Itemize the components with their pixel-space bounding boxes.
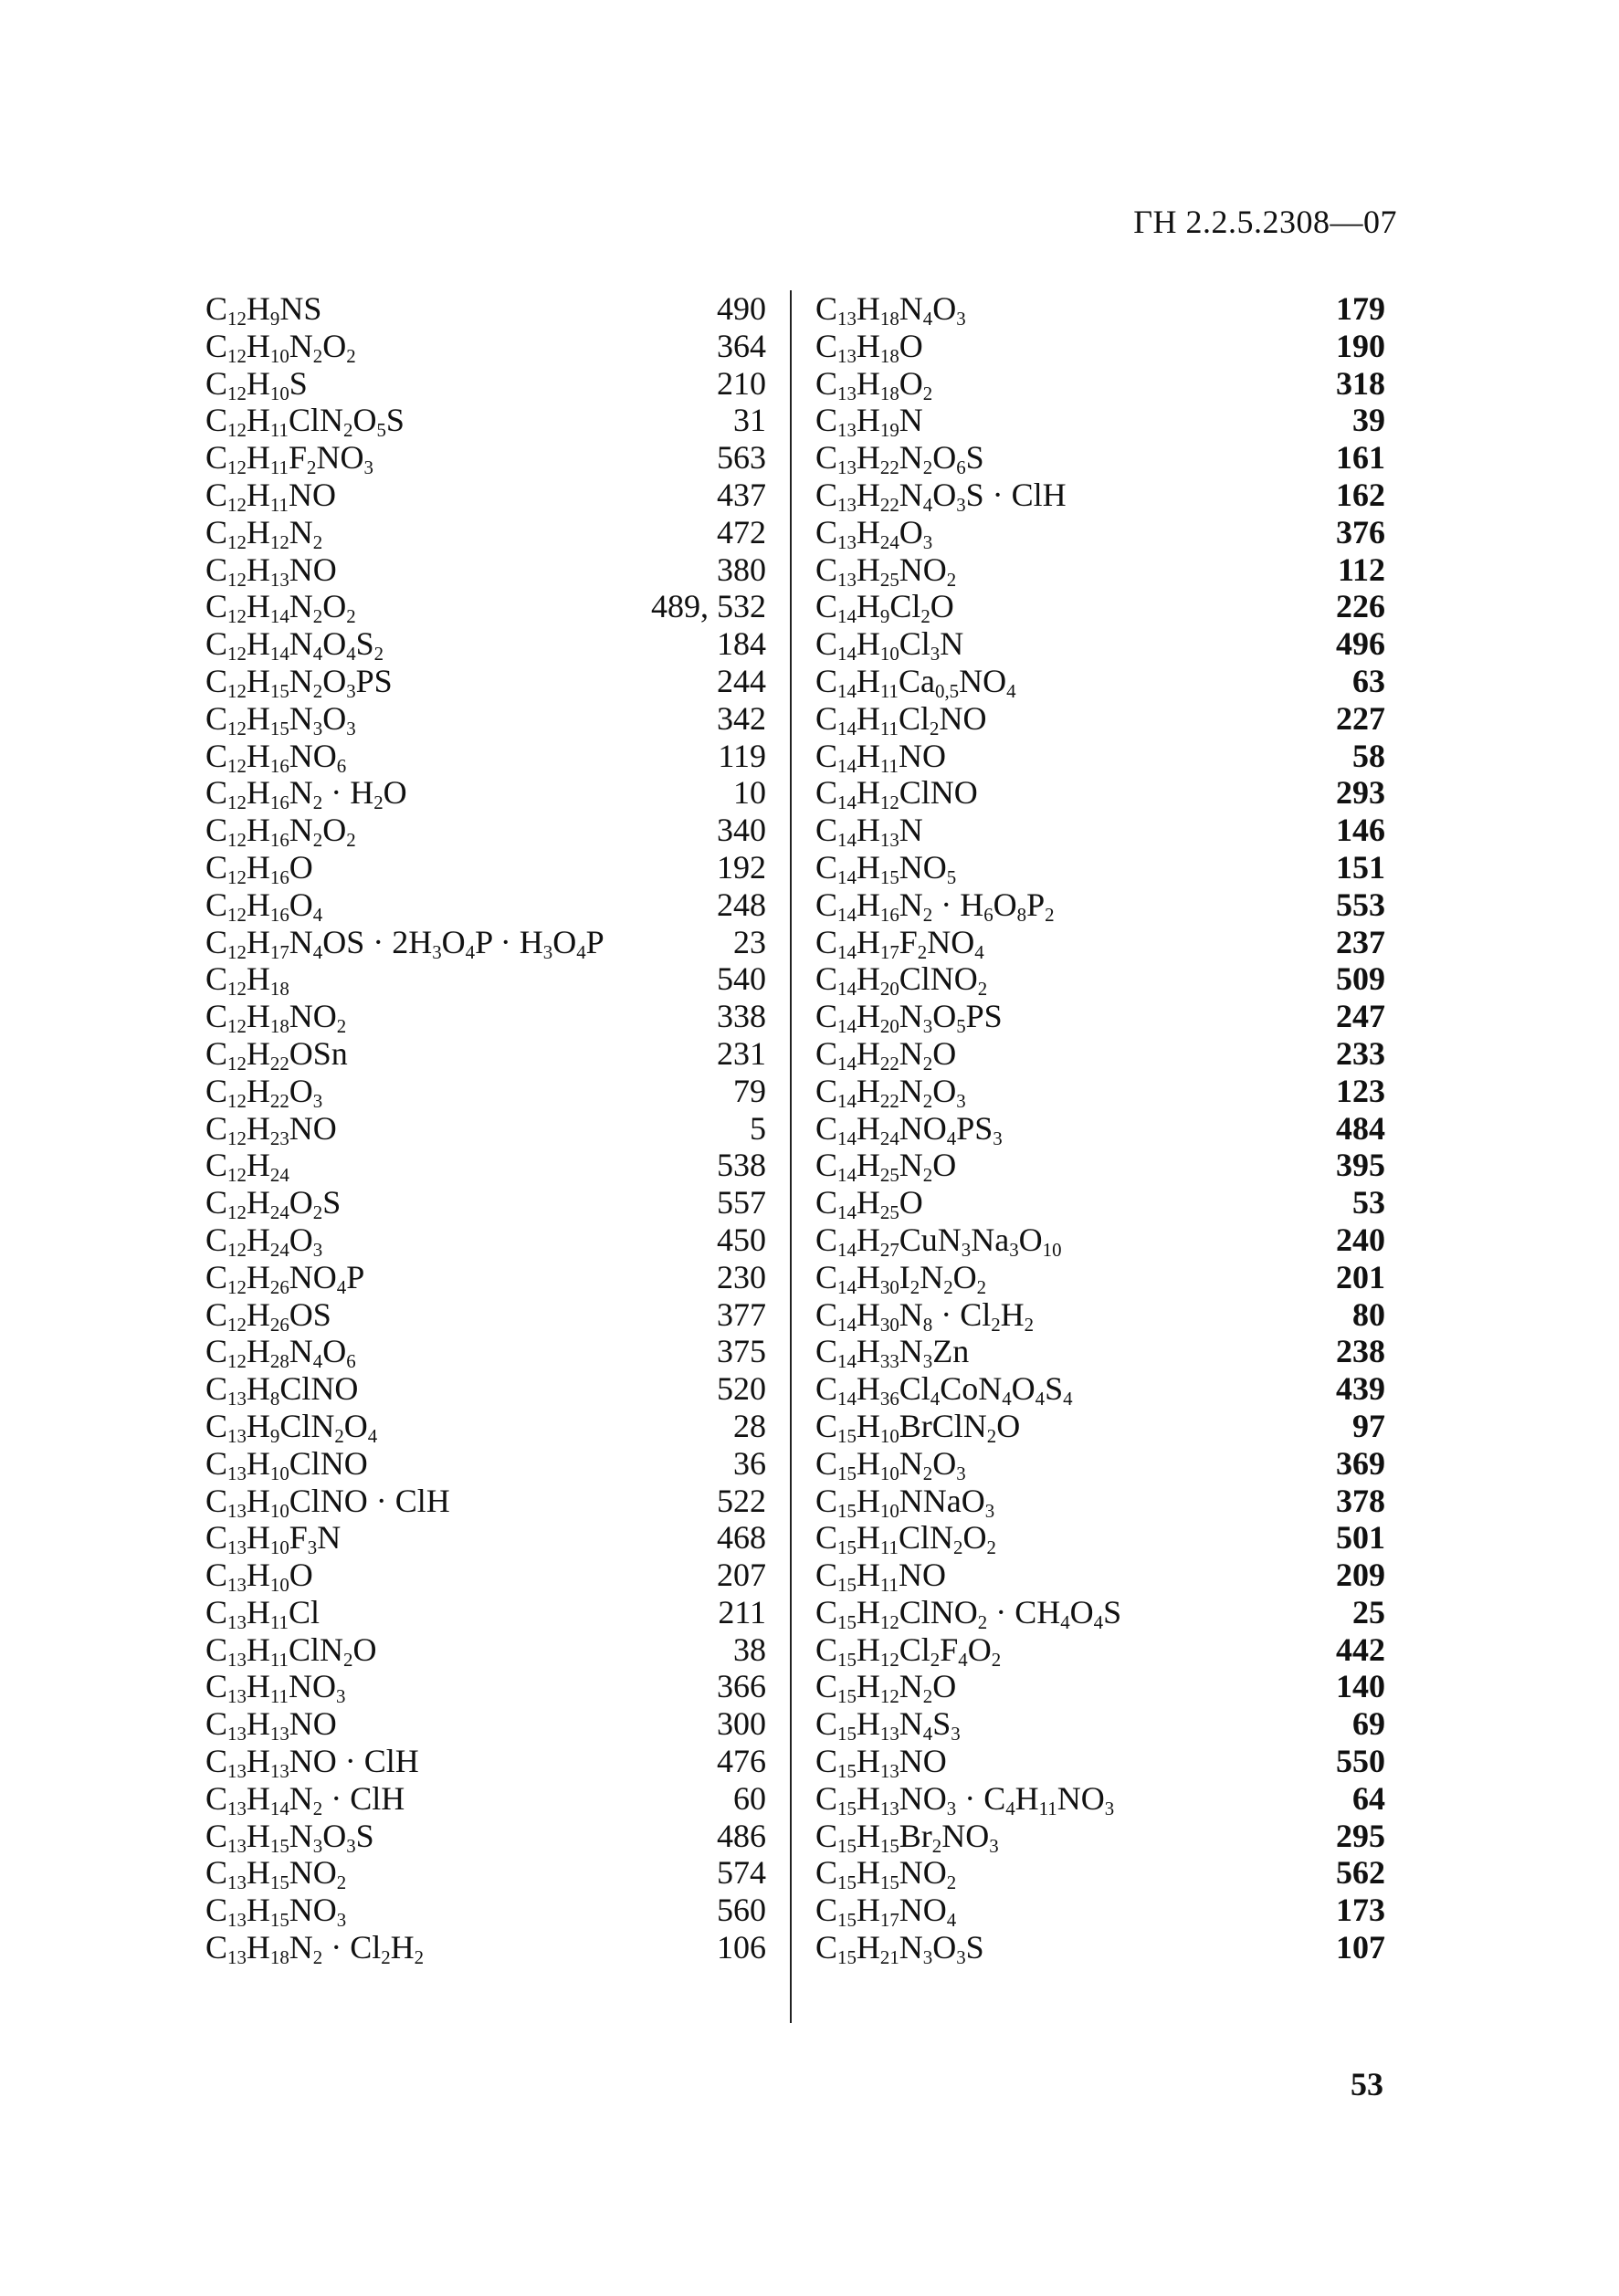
index-entry xyxy=(205,700,766,738)
chemical-formula: $C_{13}H_{18}N_4O_3$ xyxy=(815,290,966,330)
reference-number: 36 xyxy=(733,1444,766,1482)
chemical-formula: $C_{13}H_{15}N_3O_3S$ xyxy=(205,1817,374,1857)
index-entry xyxy=(815,1519,1385,1557)
chemical-formula: $C_{13}H_{10}ClNO$ xyxy=(205,1444,368,1484)
chemical-formula: $C_{12}H_{15}N_2O_3PS$ xyxy=(205,662,393,702)
reference-number: 439 xyxy=(1336,1370,1385,1408)
index-entry xyxy=(205,663,766,700)
reference-number: 375 xyxy=(717,1333,766,1370)
reference-number: 501 xyxy=(1336,1519,1385,1557)
index-entry xyxy=(815,1594,1385,1631)
reference-number: 472 xyxy=(717,513,766,550)
reference-number: 173 xyxy=(1336,1892,1385,1929)
reference-number: 490 xyxy=(717,290,766,327)
reference-number: 369 xyxy=(1336,1444,1385,1482)
chemical-formula: $C_{14}H_{30}I_2N_2O_2$ xyxy=(815,1258,987,1298)
index-entry xyxy=(815,439,1385,477)
reference-number: 293 xyxy=(1336,774,1385,812)
chemical-formula: $C_{12}H_{11}NO$ xyxy=(205,476,336,516)
reference-number: 162 xyxy=(1336,476,1385,513)
reference-number: 366 xyxy=(717,1668,766,1705)
index-entry xyxy=(815,774,1385,812)
chemical-formula: $C_{12}H_{16}O$ xyxy=(205,848,313,888)
formula-index-right-column xyxy=(815,290,1385,1966)
index-entry xyxy=(815,886,1385,924)
chemical-formula: $C_{12}H_{15}N_3O_3$ xyxy=(205,699,356,739)
reference-number: 79 xyxy=(733,1072,766,1109)
reference-number: 562 xyxy=(1336,1854,1385,1892)
reference-number: 553 xyxy=(1336,886,1385,923)
reference-number: 520 xyxy=(717,1370,766,1408)
index-entry xyxy=(205,625,766,666)
chemical-formula: $C_{14}H_{12}ClNO$ xyxy=(815,774,978,814)
chemical-formula: $C_{12}H_{11}ClN_2O_5S$ xyxy=(205,402,405,442)
reference-number: 540 xyxy=(717,960,766,998)
reference-number: 376 xyxy=(1336,513,1385,550)
index-entry xyxy=(815,1370,1385,1408)
index-entry xyxy=(815,1929,1385,1966)
reference-number: 69 xyxy=(1352,1705,1385,1743)
reference-number: 550 xyxy=(1336,1743,1385,1780)
index-entry xyxy=(815,700,1385,738)
reference-number: 209 xyxy=(1336,1557,1385,1594)
index-entry xyxy=(205,1259,766,1296)
index-entry xyxy=(205,960,766,1001)
index-entry xyxy=(205,812,766,849)
reference-number: 53 xyxy=(1352,1184,1385,1221)
index-entry xyxy=(205,1296,766,1334)
reference-number: 146 xyxy=(1336,812,1385,849)
index-entry xyxy=(205,1073,766,1110)
column-divider xyxy=(790,290,792,2023)
index-entry xyxy=(815,1668,1385,1708)
page-number: 53 xyxy=(1351,2066,1383,2102)
index-entry xyxy=(815,588,1385,628)
reference-number: 240 xyxy=(1336,1221,1385,1258)
chemical-formula: $C_{15}H_{12}ClNO_2 \cdot CH_4O_4S$ xyxy=(815,1593,1122,1633)
index-entry xyxy=(205,1184,766,1221)
reference-number: 179 xyxy=(1336,290,1385,327)
reference-number: 380 xyxy=(717,550,766,588)
index-entry xyxy=(815,1296,1385,1334)
reference-number: 97 xyxy=(1352,1407,1385,1444)
index-entry xyxy=(205,1445,766,1483)
chemical-formula: $C_{14}H_{33}N_3Zn$ xyxy=(815,1333,970,1373)
index-entry xyxy=(815,1854,1385,1892)
reference-number: 237 xyxy=(1336,923,1385,960)
index-entry xyxy=(205,1221,766,1259)
chemical-formula: $C_{15}H_{15}NO_2$ xyxy=(815,1854,957,1894)
chemical-formula: $C_{12}H_{22}O_3$ xyxy=(205,1072,323,1112)
index-entry xyxy=(815,625,1385,666)
index-entry xyxy=(815,1259,1385,1296)
reference-number: 300 xyxy=(717,1705,766,1743)
index-entry xyxy=(205,402,766,442)
reference-number: 574 xyxy=(717,1854,766,1892)
chemical-formula: $C_{14}H_{25}N_2O$ xyxy=(815,1147,957,1187)
index-entry xyxy=(205,551,766,589)
index-entry xyxy=(815,1073,1385,1110)
reference-number: 58 xyxy=(1352,737,1385,774)
chemical-formula: $C_{12}H_{24}O_2S$ xyxy=(205,1184,342,1223)
chemical-formula: $C_{13}H_{10}O$ xyxy=(205,1557,313,1596)
reference-number: 538 xyxy=(717,1147,766,1184)
index-entry xyxy=(815,1557,1385,1594)
index-entry xyxy=(205,1631,766,1669)
reference-number: 39 xyxy=(1352,402,1385,439)
chemical-formula: $C_{14}H_{30}N_8 \cdot Cl_2H_2$ xyxy=(815,1295,1035,1336)
reference-number: 10 xyxy=(733,774,766,812)
chemical-formula: $C_{12}H_9NS$ xyxy=(205,290,322,330)
reference-number: 23 xyxy=(733,923,766,960)
chemical-formula: $C_{14}H_{20}N_3O_5PS$ xyxy=(815,998,1003,1037)
reference-number: 338 xyxy=(717,998,766,1035)
chemical-formula: $C_{13}H_{10}ClNO$ · ClH xyxy=(205,1482,450,1522)
chemical-formula: $C_{15}H_{12}N_2O$ xyxy=(815,1668,957,1708)
index-entry xyxy=(815,1892,1385,1932)
reference-number: 230 xyxy=(717,1258,766,1295)
reference-number: 161 xyxy=(1336,439,1385,477)
index-entry xyxy=(815,514,1385,551)
index-entry xyxy=(815,1333,1385,1373)
chemical-formula: $C_{13}H_{22}N_4O_3S$ · ClH xyxy=(815,476,1067,516)
index-entry xyxy=(205,774,766,812)
chemical-formula: $C_{15}H_{11}ClN_2O_2$ xyxy=(815,1519,996,1559)
index-entry xyxy=(205,1705,766,1746)
chemical-formula: $C_{13}H_{14}N_2$ · ClH xyxy=(205,1779,405,1819)
reference-number: 192 xyxy=(717,848,766,886)
reference-number: 557 xyxy=(717,1184,766,1221)
chemical-formula: $C_{14}H_{15}NO_5$ xyxy=(815,848,957,888)
reference-number: 80 xyxy=(1352,1295,1385,1333)
reference-number: 509 xyxy=(1336,960,1385,998)
reference-number: 476 xyxy=(717,1743,766,1780)
reference-number: 107 xyxy=(1336,1929,1385,1966)
chemical-formula: $C_{12}H_{10}N_2O_2$ xyxy=(205,327,356,367)
chemical-formula: $C_{14}H_{10}Cl_3N$ xyxy=(815,625,964,666)
chemical-formula: $C_{12}H_{10}S$ xyxy=(205,364,308,404)
reference-number: 231 xyxy=(717,1034,766,1072)
index-entry xyxy=(205,1035,766,1073)
index-entry xyxy=(815,1818,1385,1855)
chemical-formula: $C_{14}H_{24}NO_4PS_3$ xyxy=(815,1109,1003,1149)
reference-number: 450 xyxy=(717,1221,766,1258)
index-entry xyxy=(815,812,1385,849)
index-entry xyxy=(205,588,766,628)
chemical-formula: $C_{12}H_{26}OS$ xyxy=(205,1295,331,1336)
formula-index-left-column xyxy=(205,290,766,1966)
reference-number: 437 xyxy=(717,476,766,513)
index-entry xyxy=(815,1445,1385,1483)
reference-number: 28 xyxy=(733,1407,766,1444)
chemical-formula: $C_{13}H_{19}N$ xyxy=(815,402,923,442)
chemical-formula: $C_{13}H_{15}NO_2$ xyxy=(205,1854,347,1894)
chemical-formula: $C_{12}H_{24}O_3$ xyxy=(205,1221,323,1261)
chemical-formula: $C_{12}H_{14}N_4O_4S_2$ xyxy=(205,625,384,666)
chemical-formula: $C_{14}H_{13}N$ xyxy=(815,812,923,851)
reference-number: 210 xyxy=(717,364,766,402)
chemical-formula: $C_{13}H_9ClN_2O_4$ xyxy=(205,1407,378,1447)
reference-number: 63 xyxy=(1352,662,1385,699)
chemical-formula: $C_{12}H_{24}$ xyxy=(205,1147,289,1187)
chemical-formula: $C_{12}H_{13}NO$ xyxy=(205,550,337,591)
index-entry xyxy=(815,1110,1385,1148)
index-entry xyxy=(815,1705,1385,1746)
index-entry xyxy=(205,439,766,477)
index-entry xyxy=(815,290,1385,328)
chemical-formula: $C_{15}H_{13}NO_3 \cdot C_4H_{11}NO_3$ xyxy=(815,1779,1115,1819)
chemical-formula: $C_{12}H_{18}$ xyxy=(205,960,289,1001)
reference-number: 244 xyxy=(717,662,766,699)
index-entry xyxy=(205,1818,766,1855)
index-entry xyxy=(205,328,766,365)
reference-number: 211 xyxy=(718,1593,766,1630)
index-entry xyxy=(205,290,766,328)
chemical-formula: $C_{14}H_{11}NO$ xyxy=(815,737,946,777)
index-entry xyxy=(205,1147,766,1187)
chemical-formula: $C_{14}H_{22}N_2O_3$ xyxy=(815,1072,966,1112)
chemical-formula: $C_{13}H_{18}N_2 \cdot Cl_2H_2$ xyxy=(205,1929,425,1968)
reference-number: 119 xyxy=(718,737,766,774)
chemical-formula: $C_{14}H_{16}N_2 \cdot H_6O_8P_2$ xyxy=(815,886,1055,926)
reference-number: 489, 532 xyxy=(651,588,766,625)
index-entry xyxy=(815,998,1385,1035)
index-entry xyxy=(205,1854,766,1892)
chemical-formula: $C_{15}H_{11}NO$ xyxy=(815,1557,946,1596)
index-entry xyxy=(205,886,766,924)
index-entry xyxy=(205,998,766,1035)
index-entry xyxy=(205,1780,766,1818)
reference-number: 496 xyxy=(1336,625,1385,663)
reference-number: 60 xyxy=(733,1779,766,1817)
reference-number: 563 xyxy=(717,439,766,477)
chemical-formula: $C_{15}H_{13}N_4S_3$ xyxy=(815,1705,961,1746)
reference-number: 247 xyxy=(1336,998,1385,1035)
index-entry xyxy=(205,1929,766,1966)
reference-number: 151 xyxy=(1336,848,1385,886)
index-entry xyxy=(815,402,1385,442)
index-entry xyxy=(205,1892,766,1932)
chemical-formula: $C_{12}H_{16}N_2 \cdot H_2O$ xyxy=(205,774,407,814)
reference-number: 112 xyxy=(1337,550,1385,588)
index-entry xyxy=(205,1370,766,1408)
reference-number: 248 xyxy=(717,886,766,923)
chemical-formula: $C_{14}H_{22}N_2O$ xyxy=(815,1034,957,1075)
reference-number: 123 xyxy=(1336,1072,1385,1109)
reference-number: 31 xyxy=(733,402,766,439)
chemical-formula: $C_{15}H_{10}BrClN_2O$ xyxy=(815,1407,1021,1447)
reference-number: 140 xyxy=(1336,1668,1385,1705)
reference-number: 377 xyxy=(717,1295,766,1333)
chemical-formula: $C_{15}H_{21}N_3O_3S$ xyxy=(815,1929,984,1968)
index-entry xyxy=(815,1147,1385,1187)
index-entry xyxy=(815,365,1385,403)
reference-number: 25 xyxy=(1352,1593,1385,1630)
chemical-formula: $C_{15}H_{15}Br_2NO_3$ xyxy=(815,1817,999,1857)
index-entry xyxy=(815,663,1385,700)
document-code: ГН 2.2.5.2308—07 xyxy=(1133,204,1397,240)
reference-number: 227 xyxy=(1336,699,1385,737)
chemical-formula: $C_{12}H_{12}N_2$ xyxy=(205,513,323,553)
index-entry xyxy=(205,849,766,886)
chemical-formula: $C_{13}H_{11}ClN_2O$ xyxy=(205,1630,377,1671)
reference-number: 560 xyxy=(717,1892,766,1929)
chemical-formula: $C_{13}H_{13}NO$ xyxy=(205,1705,337,1746)
index-entry xyxy=(205,1483,766,1520)
index-entry xyxy=(815,1743,1385,1780)
chemical-formula: $C_{14}H_{36}Cl_4CoN_4O_4S_4$ xyxy=(815,1370,1073,1410)
index-entry xyxy=(205,365,766,403)
index-entry xyxy=(815,477,1385,514)
index-entry xyxy=(205,1519,766,1557)
reference-number: 295 xyxy=(1336,1817,1385,1854)
chemical-formula: $C_{13}H_{18}O$ xyxy=(815,327,923,367)
reference-number: 442 xyxy=(1336,1630,1385,1668)
index-entry xyxy=(205,738,766,775)
chemical-formula: $C_{14}H_{25}O$ xyxy=(815,1184,923,1223)
chemical-formula: $C_{13}H_{10}F_3N$ xyxy=(205,1519,342,1559)
index-entry xyxy=(205,924,766,961)
chemical-formula: $C_{15}H_{10}NNaO_3$ xyxy=(815,1482,995,1522)
reference-number: 364 xyxy=(717,327,766,364)
reference-number: 190 xyxy=(1336,327,1385,364)
index-entry xyxy=(205,1110,766,1148)
chemical-formula: $C_{12}H_{26}NO_4P$ xyxy=(205,1258,365,1298)
index-entry xyxy=(815,924,1385,961)
chemical-formula: $C_{12}H_{14}N_2O_2$ xyxy=(205,588,356,628)
reference-number: 318 xyxy=(1336,364,1385,402)
index-entry xyxy=(815,1483,1385,1520)
chemical-formula: $C_{14}H_{11}Cl_2NO$ xyxy=(815,699,987,739)
chemical-formula: $C_{14}H_{20}ClNO_2$ xyxy=(815,960,988,1001)
reference-number: 522 xyxy=(717,1482,766,1519)
chemical-formula: $C_{12}H_{17}N_4OS \cdot 2H_3O_4P \cdot H_3O_4P$ xyxy=(205,923,604,963)
reference-number: 207 xyxy=(717,1557,766,1594)
index-entry xyxy=(815,1631,1385,1669)
chemical-formula: $C_{14}H_{11}Ca_{0,5}NO_4$ xyxy=(815,662,1016,702)
chemical-formula: $C_{12}H_{22}OSn$ xyxy=(205,1034,348,1075)
reference-number: 342 xyxy=(717,699,766,737)
chemical-formula: $C_{12}H_{16}O_4$ xyxy=(205,886,323,926)
index-entry xyxy=(205,1557,766,1594)
reference-number: 395 xyxy=(1336,1147,1385,1184)
chemical-formula: $C_{13}H_{22}N_2O_6S$ xyxy=(815,439,984,479)
reference-number: 340 xyxy=(717,812,766,849)
index-entry xyxy=(815,1184,1385,1221)
index-entry xyxy=(205,1743,766,1780)
index-entry xyxy=(205,1668,766,1708)
chemical-formula: $C_{15}H_{10}N_2O_3$ xyxy=(815,1444,966,1484)
index-entry xyxy=(815,960,1385,1001)
reference-number: 233 xyxy=(1336,1034,1385,1072)
reference-number: 226 xyxy=(1336,588,1385,625)
chemical-formula: $C_{15}H_{12}Cl_2F_4O_2$ xyxy=(815,1630,1002,1671)
chemical-formula: $C_{15}H_{13}NO$ xyxy=(815,1743,947,1782)
index-entry xyxy=(815,551,1385,589)
index-entry xyxy=(205,1333,766,1373)
chemical-formula: $C_{13}H_{25}NO_2$ xyxy=(815,550,957,591)
reference-number: 38 xyxy=(733,1630,766,1668)
index-entry xyxy=(205,1594,766,1631)
index-entry xyxy=(815,1221,1385,1259)
chemical-formula: $C_{12}H_{23}NO$ xyxy=(205,1109,337,1149)
reference-number: 378 xyxy=(1336,1482,1385,1519)
index-entry xyxy=(815,1780,1385,1818)
chemical-formula: $C_{12}H_{11}F_2NO_3$ xyxy=(205,439,373,479)
index-entry xyxy=(815,738,1385,775)
reference-number: 201 xyxy=(1336,1258,1385,1295)
chemical-formula: $C_{12}H_{16}NO_6$ xyxy=(205,737,347,777)
chemical-formula: $C_{14}H_9Cl_2O$ xyxy=(815,588,954,628)
reference-number: 238 xyxy=(1336,1333,1385,1370)
index-entry xyxy=(815,1035,1385,1073)
index-entry xyxy=(205,477,766,514)
index-entry xyxy=(815,328,1385,365)
chemical-formula: $C_{14}H_{17}F_2NO_4$ xyxy=(815,923,984,963)
chemical-formula: $C_{13}H_8ClNO$ xyxy=(205,1370,359,1410)
reference-number: 64 xyxy=(1352,1779,1385,1817)
reference-number: 468 xyxy=(717,1519,766,1557)
chemical-formula: $C_{13}H_{15}NO_3$ xyxy=(205,1892,347,1932)
index-entry xyxy=(205,1408,766,1445)
chemical-formula: $C_{12}H_{28}N_4O_6$ xyxy=(205,1333,356,1373)
chemical-formula: $C_{13}H_{24}O_3$ xyxy=(815,513,933,553)
reference-number: 484 xyxy=(1336,1109,1385,1147)
reference-number: 486 xyxy=(717,1817,766,1854)
index-entry xyxy=(815,849,1385,886)
index-entry xyxy=(205,514,766,551)
reference-number: 184 xyxy=(717,625,766,663)
chemical-formula: $C_{14}H_{27}CuN_3Na_3O_{10}$ xyxy=(815,1221,1062,1261)
chemical-formula: $C_{13}H_{13}NO$ · ClH xyxy=(205,1743,419,1782)
chemical-formula: $C_{13}H_{11}Cl$ xyxy=(205,1593,321,1633)
chemical-formula: $C_{13}H_{11}NO_3$ xyxy=(205,1668,346,1708)
reference-number: 5 xyxy=(750,1109,766,1147)
index-entry xyxy=(815,1408,1385,1445)
chemical-formula: $C_{13}H_{18}O_2$ xyxy=(815,364,933,404)
chemical-formula: $C_{12}H_{18}NO_2$ xyxy=(205,998,347,1037)
reference-number: 106 xyxy=(717,1929,766,1966)
chemical-formula: $C_{15}H_{17}NO_4$ xyxy=(815,1892,957,1932)
chemical-formula: $C_{12}H_{16}N_2O_2$ xyxy=(205,812,356,851)
